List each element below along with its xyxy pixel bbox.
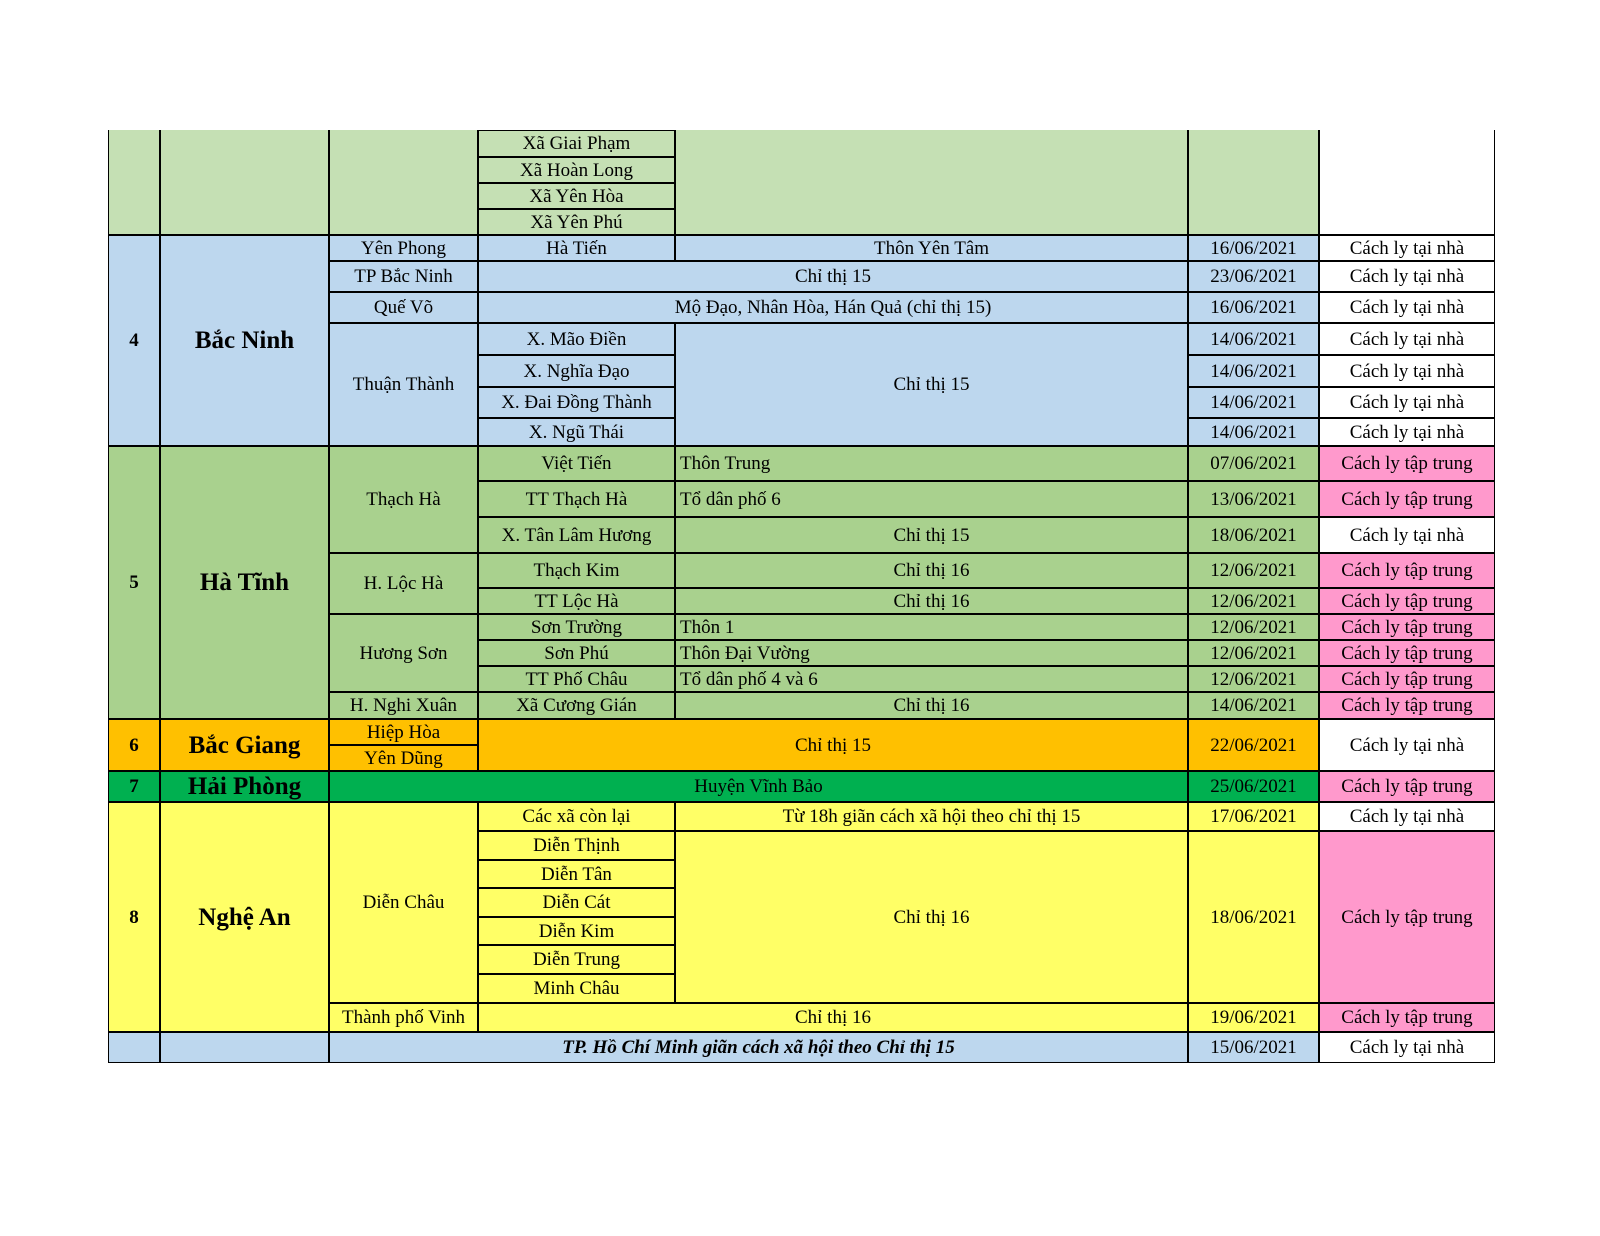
date-cell: 15/06/2021 [1188, 1032, 1319, 1063]
district-cell: Thuận Thành [329, 323, 478, 446]
commune-cell: Minh Châu [478, 974, 675, 1003]
measure-cell: Cách ly tập trung [1319, 666, 1495, 692]
detail-cell: Chỉ thị 16 [675, 588, 1188, 614]
district-cell: H. Lộc Hà [329, 553, 478, 614]
measure-cell: Cách ly tập trung [1319, 1003, 1495, 1032]
detail-cell: TP. Hồ Chí Minh giãn cách xã hội theo Chỉ thị 15 [329, 1032, 1188, 1063]
row-number: 7 [108, 771, 160, 802]
province-name [160, 1032, 329, 1063]
district-cell [329, 130, 478, 235]
date-cell: 25/06/2021 [1188, 771, 1319, 802]
date-cell: 17/06/2021 [1188, 802, 1319, 831]
measure-cell: Cách ly tại nhà [1319, 1032, 1495, 1063]
measure-cell: Cách ly tại nhà [1319, 261, 1495, 292]
commune-cell: Hà Tiến [478, 235, 675, 261]
detail-cell: Chỉ thị 15 [675, 323, 1188, 446]
measure-cell: Cách ly tại nhà [1319, 418, 1495, 446]
province-name: Hà Tĩnh [160, 446, 329, 719]
detail-cell: Thôn Yên Tâm [675, 235, 1188, 261]
measure-cell: Cách ly tại nhà [1319, 323, 1495, 355]
row-number: 8 [108, 802, 160, 1032]
detail-cell: Thôn Trung [675, 446, 1188, 481]
row-number [108, 1032, 160, 1063]
commune-cell: Xã Yên Phú [478, 209, 675, 235]
district-cell: TP Bắc Ninh [329, 261, 478, 292]
detail-cell [675, 130, 1188, 235]
detail-cell: Mộ Đạo, Nhân Hòa, Hán Quả (chỉ thị 15) [478, 292, 1188, 323]
detail-cell: Chỉ thị 16 [675, 831, 1188, 1003]
date-cell: 14/06/2021 [1188, 692, 1319, 719]
detail-cell: Chỉ thị 15 [478, 719, 1188, 771]
measure-cell: Cách ly tập trung [1319, 831, 1495, 1003]
row-number: 6 [108, 719, 160, 771]
district-cell: Quế Võ [329, 292, 478, 323]
measure-cell: Cách ly tập trung [1319, 481, 1495, 517]
commune-cell: TT Thạch Hà [478, 481, 675, 517]
province-name: Nghệ An [160, 802, 329, 1032]
measure-cell: Cách ly tại nhà [1319, 235, 1495, 261]
commune-cell: Xã Yên Hòa [478, 183, 675, 209]
measure-cell: Cách ly tập trung [1319, 692, 1495, 719]
commune-cell: TT Lộc Hà [478, 588, 675, 614]
commune-cell: Các xã còn lại [478, 802, 675, 831]
commune-cell: Sơn Trường [478, 614, 675, 640]
date-cell: 12/06/2021 [1188, 666, 1319, 692]
measure-cell: Cách ly tại nhà [1319, 387, 1495, 418]
district-cell: Yên Phong [329, 235, 478, 261]
date-cell [1188, 130, 1319, 235]
province-name: Bắc Giang [160, 719, 329, 771]
measure-cell: Cách ly tại nhà [1319, 517, 1495, 553]
date-cell: 16/06/2021 [1188, 235, 1319, 261]
measure-cell: Cách ly tập trung [1319, 771, 1495, 802]
detail-cell: Chỉ thị 16 [675, 553, 1188, 588]
commune-cell: Diễn Cát [478, 888, 675, 917]
district-cell: Yên Dũng [329, 745, 478, 771]
row-number: 5 [108, 446, 160, 719]
detail-cell: Thôn Đại Vường [675, 640, 1188, 666]
commune-cell: X. Tân Lâm Hương [478, 517, 675, 553]
date-cell: 12/06/2021 [1188, 614, 1319, 640]
district-cell: Hương Sơn [329, 614, 478, 692]
commune-cell: Xã Cương Gián [478, 692, 675, 719]
date-cell: 14/06/2021 [1188, 387, 1319, 418]
commune-cell: Xã Hoàn Long [478, 157, 675, 183]
detail-cell: Tổ dân phố 4 và 6 [675, 666, 1188, 692]
date-cell: 23/06/2021 [1188, 261, 1319, 292]
province-cell [160, 130, 329, 235]
commune-cell: X. Nghĩa Đạo [478, 355, 675, 387]
district-cell: Diễn Châu [329, 802, 478, 1003]
commune-cell: Diễn Tân [478, 860, 675, 888]
date-cell: 12/06/2021 [1188, 553, 1319, 588]
commune-cell: Sơn Phú [478, 640, 675, 666]
detail-cell: Thôn 1 [675, 614, 1188, 640]
district-cell: Hiệp Hòa [329, 719, 478, 745]
commune-cell: TT Phố Châu [478, 666, 675, 692]
commune-cell: X. Đai Đồng Thành [478, 387, 675, 418]
measure-cell: Cách ly tập trung [1319, 446, 1495, 481]
date-cell: 14/06/2021 [1188, 323, 1319, 355]
date-cell: 12/06/2021 [1188, 588, 1319, 614]
measure-cell: Cách ly tập trung [1319, 640, 1495, 666]
commune-cell: Diễn Thịnh [478, 831, 675, 860]
row-number: 4 [108, 235, 160, 446]
detail-cell: Từ 18h giãn cách xã hội theo chỉ thị 15 [675, 802, 1188, 831]
commune-cell: Xã Giai Phạm [478, 130, 675, 157]
measure-cell: Cách ly tập trung [1319, 588, 1495, 614]
province-name: Hải Phòng [160, 771, 329, 802]
date-cell: 18/06/2021 [1188, 831, 1319, 1003]
detail-cell: Huyện Vĩnh Bảo [329, 771, 1188, 802]
date-cell: 07/06/2021 [1188, 446, 1319, 481]
date-cell: 12/06/2021 [1188, 640, 1319, 666]
date-cell: 16/06/2021 [1188, 292, 1319, 323]
commune-cell: Diễn Trung [478, 945, 675, 974]
district-cell: Thành phố Vinh [329, 1003, 478, 1032]
measure-cell: Cách ly tại nhà [1319, 719, 1495, 771]
date-cell: 22/06/2021 [1188, 719, 1319, 771]
date-cell: 14/06/2021 [1188, 355, 1319, 387]
district-cell: H. Nghi Xuân [329, 692, 478, 719]
commune-cell: X. Ngũ Thái [478, 418, 675, 446]
measure-cell: Cách ly tại nhà [1319, 802, 1495, 831]
detail-cell: Chỉ thị 15 [478, 261, 1188, 292]
detail-cell: Chỉ thị 16 [675, 692, 1188, 719]
detail-cell: Tổ dân phố 6 [675, 481, 1188, 517]
detail-cell: Chỉ thị 16 [478, 1003, 1188, 1032]
commune-cell: X. Mão Điền [478, 323, 675, 355]
no-cell [108, 130, 160, 235]
date-cell: 14/06/2021 [1188, 418, 1319, 446]
measure-cell: Cách ly tại nhà [1319, 355, 1495, 387]
commune-cell: Thạch Kim [478, 553, 675, 588]
date-cell: 13/06/2021 [1188, 481, 1319, 517]
measure-cell [1319, 130, 1495, 235]
commune-cell: Việt Tiến [478, 446, 675, 481]
measure-cell: Cách ly tập trung [1319, 553, 1495, 588]
province-name: Bắc Ninh [160, 235, 329, 446]
detail-cell: Chỉ thị 15 [675, 517, 1188, 553]
measure-cell: Cách ly tại nhà [1319, 292, 1495, 323]
date-cell: 18/06/2021 [1188, 517, 1319, 553]
commune-cell: Diễn Kim [478, 917, 675, 945]
measure-cell: Cách ly tập trung [1319, 614, 1495, 640]
district-cell: Thạch Hà [329, 446, 478, 553]
date-cell: 19/06/2021 [1188, 1003, 1319, 1032]
